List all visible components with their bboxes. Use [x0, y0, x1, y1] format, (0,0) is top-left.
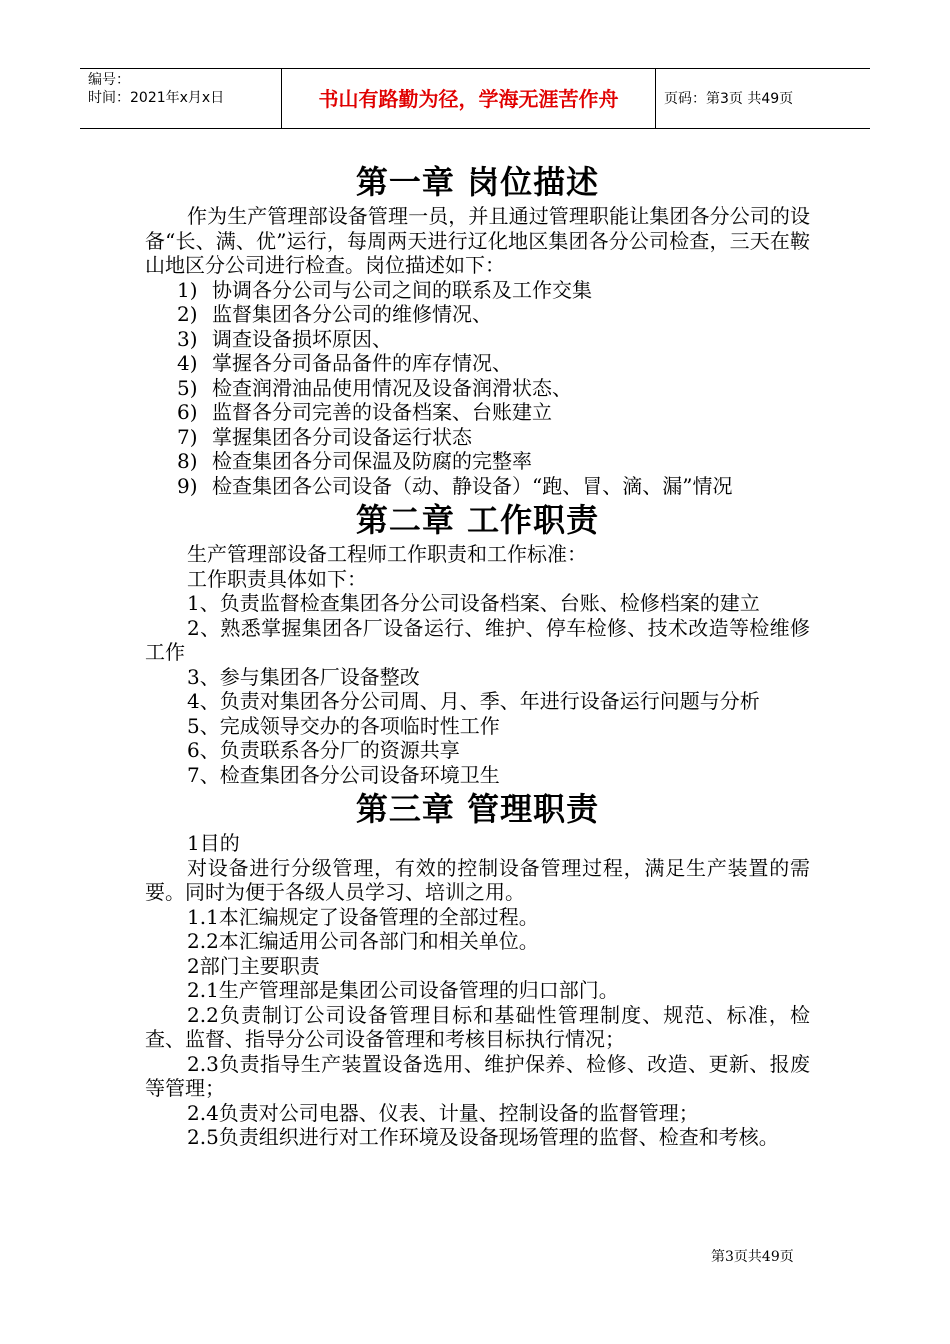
item-number: 2) [177, 302, 198, 326]
paragraph: 3、参与集团各厂设备整改 [187, 664, 420, 689]
item-text: 检查润滑油品使用情况及设备润滑状态、 [212, 375, 572, 400]
item-number: 6) [177, 400, 198, 424]
chapter-title: 第三章 管理职责 [355, 790, 600, 828]
paragraph: 对设备进行分级管理，有效的控制设备管理过程，满足生产装置的需要。同时为便于各级人员学习、培训之用。 [145, 855, 810, 904]
paragraph: 1、负责监督检查集团各分公司设备档案、台账、检修档案的建立 [187, 591, 760, 615]
list-item [145, 425, 810, 450]
number-label: 编号： [88, 72, 130, 88]
header-motto: 书山有路勤为径，学海无涯苦作舟 [318, 87, 619, 111]
list-item [145, 302, 810, 327]
item-number: 3) [177, 326, 198, 351]
paragraph: 5、完成领导交办的各项临时性工作 [187, 713, 500, 738]
paragraph: 2.5负责组织进行对工作环境及设备现场管理的监督、检查和考核。 [187, 1125, 779, 1149]
item-text: 掌握集团各分司设备运行状态 [212, 424, 472, 449]
page-header [80, 68, 870, 129]
paragraph: 1目的 [187, 831, 240, 855]
paragraph: 2.4负责对公司电器、仪表、计量、控制设备的监督管理； [187, 1100, 699, 1125]
page-footer: 第3页共49页 [711, 1249, 794, 1265]
item-text: 协调各分公司与公司之间的联系及工作交集 [212, 277, 592, 302]
item-number: 7) [177, 424, 198, 449]
paragraph: 生产管理部设备工程师工作职责和工作标准： [187, 542, 587, 566]
header-divider [281, 69, 282, 128]
paragraph: 2.1生产管理部是集团公司设备管理的归口部门。 [187, 978, 619, 1002]
paragraph: 2、熟悉掌握集团各厂设备运行、维护、停车检修、技术改造等检维修工作 [145, 615, 810, 664]
paragraph: 1.1本汇编规定了设备管理的全部过程。 [187, 904, 539, 929]
paragraph: 2.2负责制订公司设备管理目标和基础性管理制度、规范、标准，检查、监督、指导分公司设备管理和考核目标执行情况； [145, 1002, 810, 1051]
list-item [145, 278, 810, 303]
item-text: 监督各分司完善的设备档案、台账建立 [212, 400, 552, 424]
item-text: 掌握各分司备品备件的库存情况、 [212, 351, 512, 375]
item-number: 4) [177, 351, 198, 375]
item-number: 5) [177, 375, 198, 400]
paragraph: 2部门主要职责 [187, 953, 320, 978]
paragraph: 4、负责对集团各分公司周、月、季、年进行设备运行问题与分析 [187, 689, 760, 713]
item-text: 调查设备损坏原因、 [212, 326, 392, 351]
paragraph: 6、负责联系各分厂的资源共享 [187, 738, 460, 762]
paragraph: 2.3负责指导生产装置设备选用、维护保养、检修、改造、更新、报废等管理； [145, 1051, 810, 1100]
paragraph: 作为生产管理部设备管理一员，并且通过管理职能让集团各分公司的设备“长、满、优”运行，每周两天进行辽化地区集团各分公司检查，三天在鞍山地区分公司进行检查。岗位描述如下： [145, 204, 810, 277]
paragraph: 7、检查集团各分公司设备环境卫生 [187, 762, 500, 787]
document-body [145, 160, 810, 1150]
time-label: 时间：2021年x月x日 [88, 90, 225, 106]
list-item [145, 351, 810, 376]
item-number: 1) [177, 277, 198, 302]
item-text: 检查集团各公司设备（动、静设备）“跑、冒、滴、漏”情况 [212, 473, 733, 498]
paragraph: 2.2本汇编适用公司各部门和相关单位。 [187, 929, 539, 953]
item-number: 8) [177, 449, 198, 473]
item-text: 检查集团各分司保温及防腐的完整率 [212, 449, 532, 473]
chapter-title: 第二章 工作职责 [355, 501, 600, 539]
header-page-info: 页码：第3页 共49页 [664, 91, 794, 107]
paragraph: 工作职责具体如下： [187, 566, 367, 591]
duty-list [145, 278, 810, 499]
list-item [145, 400, 810, 425]
item-number: 9) [177, 473, 198, 498]
item-text: 监督集团各分公司的维修情况、 [212, 302, 492, 326]
list-item [145, 474, 810, 499]
list-item [145, 376, 810, 401]
list-item [145, 449, 810, 474]
header-divider [655, 69, 656, 128]
list-item [145, 327, 810, 352]
header-meta [88, 71, 224, 107]
chapter-title: 第一章 岗位描述 [355, 163, 600, 201]
